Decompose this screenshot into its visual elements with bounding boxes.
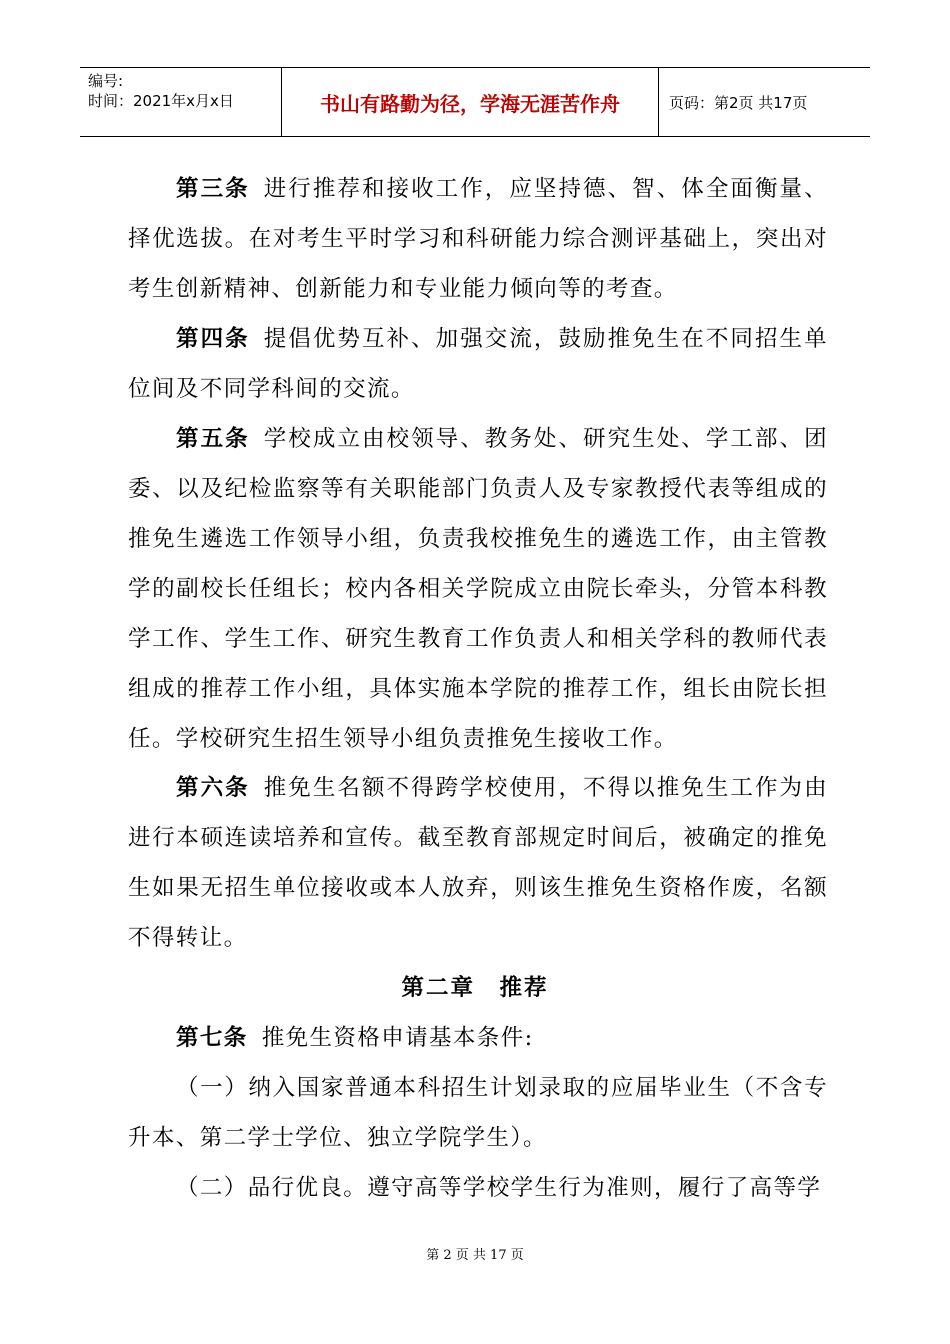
- page-header: [80, 67, 870, 137]
- time-label: 时间：2021年x月x日: [88, 92, 234, 110]
- article-6: [128, 763, 828, 963]
- condition-item: （二）品行优良。遵守高等学校学生行为准则，履行了高等学: [176, 1175, 822, 1201]
- article-title: 第七条: [176, 1025, 248, 1051]
- article-5: [128, 414, 828, 764]
- article-title: 第五条: [176, 426, 250, 452]
- article-text: 学校成立由校领导、教务处、研究生处、学工部、团委、以及纪检监察等有关职能部门负责人及专家教授代表等组成的推免生遴选工作领导小组，负责我校推免生的遴选工作，由主管教学的副校长任组长；校内各相关学院成立由院长牵头，分管本科教学工作、学生工作、研究生教育工作负责人和相关学科的教师代表组成的推荐工作小组，具体实施本学院的推荐工作，组长由院长担任。学校研究生招生领导小组负责推免生接收工作。: [128, 426, 829, 752]
- condition-item: （一）纳入国家普通本科招生计划录取的应届毕业生（不含专升本、第二学士学位、独立学院学生）。: [128, 1075, 828, 1151]
- article-text: 提倡优势互补、加强交流，鼓励推免生在不同招生单位间及不同学科间的交流。: [128, 326, 829, 402]
- motto: 书山有路勤为径，学海无涯苦作舟: [282, 68, 659, 136]
- article-text: 推免生资格申请基本条件:: [261, 1025, 534, 1051]
- article-text: 推免生名额不得跨学校使用，不得以推免生工作为由进行本硕连读培养和宣传。截至教育部规定时间后，被确定的推免生如果无招生单位接收或本人放弃，则该生推免生资格作废，名额不得转让。: [128, 775, 829, 951]
- chapter-heading: 第二章 推荐: [401, 975, 549, 1001]
- article-title: 第三条: [176, 176, 250, 202]
- article-4: [128, 314, 828, 414]
- article-title: 第六条: [176, 775, 250, 801]
- page-info: 页码：第2页 共17页: [669, 93, 808, 112]
- article-text: 进行推荐和接收工作，应坚持德、智、体全面衡量、择优选拔。在对考生平时学习和科研能力综合测评基础上，突出对考生创新精神、创新能力和专业能力倾向等的考查。: [128, 176, 829, 302]
- article-title: 第四条: [176, 326, 250, 352]
- page-footer: 第 2 页 共 17 页: [426, 1248, 524, 1263]
- header-meta: [80, 68, 282, 136]
- article-7: [128, 1013, 828, 1063]
- number-label: 编号:: [88, 72, 124, 90]
- article-3: [128, 164, 828, 314]
